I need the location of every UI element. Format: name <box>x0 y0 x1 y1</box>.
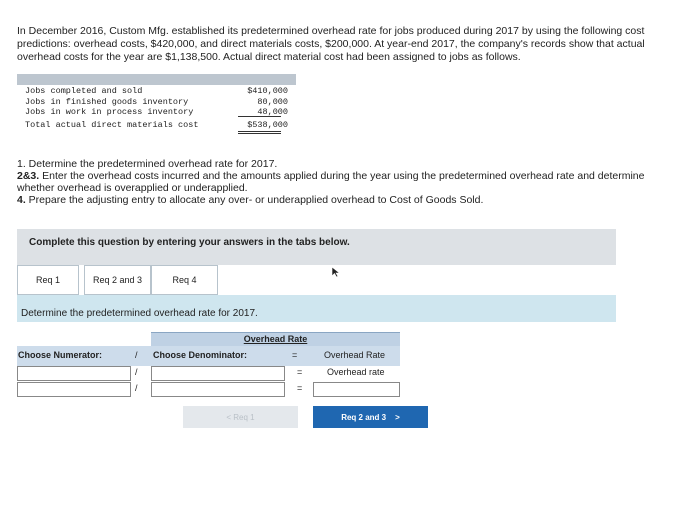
jobs-row-value: $538,000 <box>247 120 288 130</box>
tab-req-1[interactable] <box>17 265 79 295</box>
jobs-row <box>25 97 288 107</box>
mouse-cursor-icon <box>331 266 343 278</box>
jobs-total-row <box>25 120 288 130</box>
numerator-header: Choose Numerator: <box>18 350 103 360</box>
question-2-3 <box>17 170 677 194</box>
equals-symbol: = <box>297 383 303 393</box>
numerator-select[interactable] <box>17 382 131 397</box>
prev-req-label: < Req 1 <box>226 412 255 422</box>
jobs-row-value: 80,000 <box>257 97 288 107</box>
question-list <box>17 158 677 206</box>
denominator-input[interactable] <box>151 366 285 381</box>
subtotal-rule <box>238 116 281 117</box>
tab-bar <box>17 265 616 295</box>
equals-symbol: = <box>292 350 298 360</box>
tab-req-2-3[interactable] <box>84 265 151 295</box>
jobs-table <box>17 74 296 141</box>
table-header-row <box>17 346 400 366</box>
jobs-table-header <box>17 74 296 85</box>
denominator-header: Choose Denominator: <box>153 350 248 360</box>
jobs-row-label: Total actual direct materials cost <box>25 120 199 130</box>
prev-req-button[interactable] <box>183 406 298 428</box>
question-4 <box>17 194 677 206</box>
answer-panel <box>17 265 616 322</box>
jobs-row-value: $410,000 <box>247 86 288 96</box>
result-header: Overhead Rate <box>324 350 386 360</box>
question-1: 1. Determine the predetermined overhead rate for 2017. <box>17 158 278 170</box>
table-title: Overhead Rate <box>151 332 400 346</box>
next-req-button[interactable] <box>313 406 428 428</box>
result-label: Overhead rate <box>327 367 385 377</box>
divide-symbol: / <box>135 383 138 393</box>
question-text: Prepare the adjusting entry to allocate any over- or underapplied overhead to Cost of Goods Sold. <box>25 194 484 206</box>
result-cell <box>313 366 400 381</box>
denominator-input[interactable] <box>151 382 285 397</box>
jobs-row <box>25 86 288 96</box>
jobs-row-label: Jobs completed and sold <box>25 86 143 96</box>
jobs-row-label: Jobs in work in process inventory <box>25 107 194 117</box>
result-input[interactable] <box>313 382 400 397</box>
req-prompt: Determine the predetermined overhead rate for 2017. <box>21 308 258 319</box>
tab-label: Req 2 and 3 <box>92 275 143 285</box>
jobs-row-label: Jobs in finished goods inventory <box>25 97 189 107</box>
tab-label: Req 1 <box>35 275 61 285</box>
tab-label: Req 4 <box>172 275 197 285</box>
jobs-row-value: 48,000 <box>257 107 288 117</box>
chevron-right-icon: > <box>395 412 400 422</box>
problem-intro: In December 2016, Custom Mfg. established its predetermined overhead rate for jobs produced during 2017 by using the following cost predictions: overhead costs, $420,000, and direct materials costs, $200,000. At year-end 2017, the company's records show that actual overhead costs for the year are $1,138,500. Actual direct material cost had been assigned to jobs as follows. <box>17 25 645 63</box>
tab-req-4[interactable] <box>151 265 218 295</box>
numerator-select[interactable] <box>17 366 131 381</box>
next-req-label: Req 2 and 3 <box>341 412 387 422</box>
instruction-text: Complete this question by entering your answers in the tabs below. <box>29 237 350 248</box>
divide-symbol: / <box>135 367 138 377</box>
equals-symbol: = <box>297 367 303 377</box>
instruction-banner <box>17 229 616 266</box>
total-double-rule <box>238 131 281 134</box>
divide-symbol: / <box>135 350 138 360</box>
question-number: 2&3. <box>17 170 40 182</box>
question-text: Enter the overhead costs incurred and the amounts applied during the year using the predetermined overhead rate and determine whether overhead is overapplied or underapplied. <box>17 170 645 194</box>
question-number: 4. <box>17 194 26 206</box>
